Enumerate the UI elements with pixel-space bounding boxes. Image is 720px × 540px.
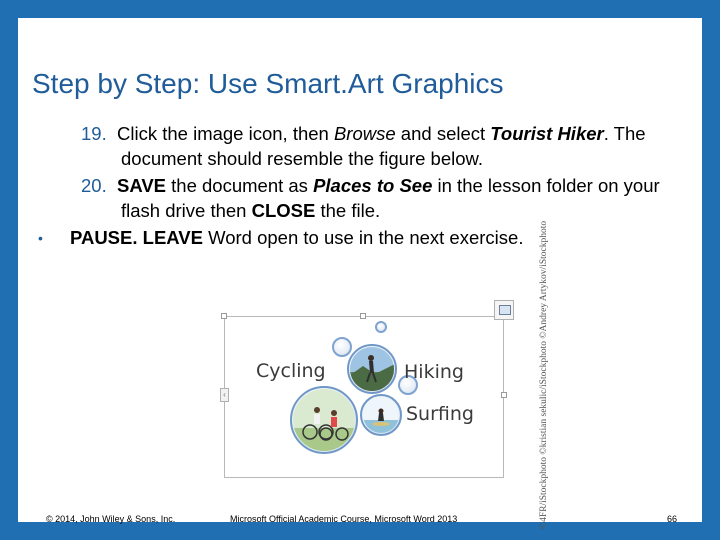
step-text: Browse <box>333 123 396 144</box>
page-number: 66 <box>667 514 678 524</box>
text-pane-toggle-icon[interactable]: ‹ <box>220 388 229 402</box>
hiking-label: Hiking <box>404 361 464 383</box>
bicycle-icon <box>292 388 356 452</box>
surfer-icon <box>362 396 400 434</box>
step-number: 19. <box>81 123 107 144</box>
resize-handle[interactable] <box>221 313 227 319</box>
smartart-figure[interactable] <box>208 296 504 478</box>
slide-body <box>28 122 688 251</box>
step-20 <box>28 174 688 223</box>
step-text: CLOSE <box>251 199 316 221</box>
surfing-photo[interactable] <box>360 394 402 436</box>
step-text: . The document should resemble the figure below. <box>121 123 646 169</box>
cycling-label: Cycling <box>256 360 326 382</box>
decorative-circle <box>375 321 387 333</box>
hiker-icon <box>349 346 395 392</box>
bullet-text: Word open to use in the next exercise. <box>202 227 524 248</box>
step-text: in the lesson folder on your flash drive then <box>121 175 660 221</box>
layout-options-icon[interactable] <box>494 300 514 320</box>
step-text: Click the image icon, then <box>117 123 334 144</box>
hiking-photo[interactable] <box>347 344 397 394</box>
footer-copyright: © 2014, John Wiley & Sons, Inc. <box>46 514 176 524</box>
photo-credit <box>526 220 562 530</box>
step-text: SAVE <box>117 175 167 196</box>
photo-credit-text: ©4FR/iStockphoto ©kristian sekulic/iStockphoto ©Andrey Artykov/iStockphoto <box>539 220 549 530</box>
bullet-icon: • <box>38 230 43 246</box>
step-text: the file. <box>315 199 381 221</box>
step-number: 20. <box>81 175 107 196</box>
surfing-label: Surfing <box>406 403 474 425</box>
step-19 <box>28 122 688 171</box>
step-text: the document as <box>166 175 314 196</box>
resize-handle[interactable] <box>501 392 507 398</box>
slide-title: Step by Step: Use Smart.Art Graphics <box>32 68 504 99</box>
step-text: and select <box>395 123 491 144</box>
resize-handle[interactable] <box>360 313 366 319</box>
bullet-item <box>28 226 688 251</box>
slide <box>18 18 702 530</box>
bullet-text: PAUSE. LEAVE <box>70 227 203 248</box>
step-text: Tourist Hiker <box>490 123 604 144</box>
step-text: Places to See <box>313 175 433 196</box>
footer-course: Microsoft Official Academic Course, Microsoft Word 2013 <box>230 514 458 524</box>
cycling-photo[interactable] <box>290 386 358 454</box>
